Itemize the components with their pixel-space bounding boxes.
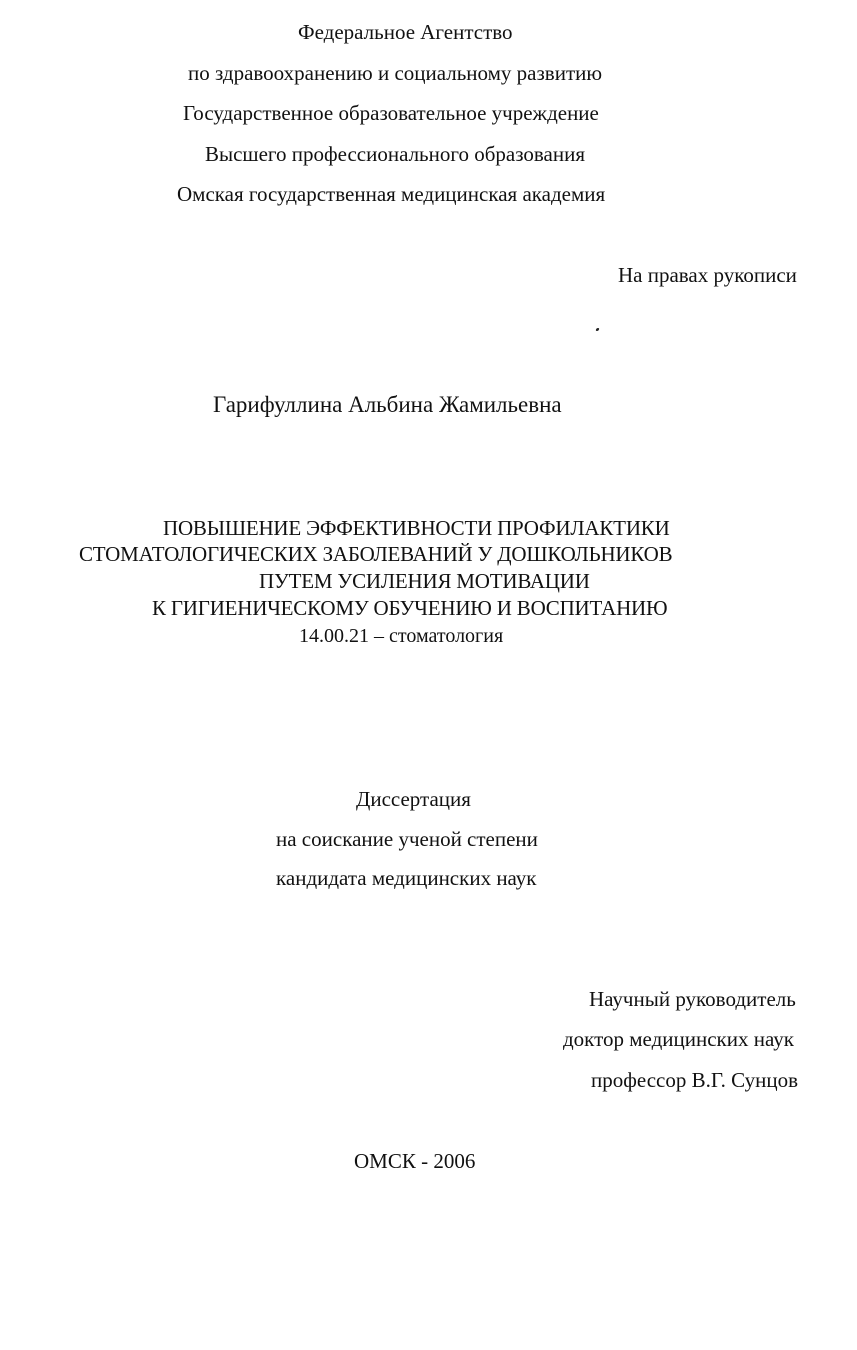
- degree-line-dissertation: Диссертация: [356, 787, 471, 811]
- header-line-institution-type: Государственное образовательное учреждение: [183, 101, 599, 125]
- degree-line-candidate: кандидата медицинских наук: [276, 866, 537, 890]
- header-line-agency: Федеральное Агентство: [298, 20, 513, 44]
- supervisor-line-role: Научный руководитель: [589, 987, 796, 1011]
- title-line-3: ПУТЕМ УСИЛЕНИЯ МОТИВАЦИИ: [259, 569, 590, 593]
- header-line-academy: Омская государственная медицинская академия: [177, 182, 606, 206]
- supervisor-line-name: профессор В.Г. Сунцов: [591, 1068, 798, 1092]
- rights-note: На правах рукописи: [618, 263, 797, 287]
- ink-speck: [595, 328, 599, 331]
- city-year: ОМСК - 2006: [354, 1149, 476, 1173]
- supervisor-line-degree: доктор медицинских наук: [563, 1027, 794, 1051]
- degree-line-application: на соискание ученой степени: [276, 827, 538, 851]
- title-line-2: СТОМАТОЛОГИЧЕСКИХ ЗАБОЛЕВАНИЙ У ДОШКОЛЬНИКОВ: [79, 542, 673, 566]
- title-line-4: К ГИГИЕНИЧЕСКОМУ ОБУЧЕНИЮ И ВОСПИТАНИЮ: [152, 596, 668, 620]
- specialty-code: 14.00.21 – стоматология: [299, 625, 504, 647]
- title-line-1: ПОВЫШЕНИЕ ЭФФЕКТИВНОСТИ ПРОФИЛАКТИКИ: [163, 516, 670, 540]
- header-line-education-level: Высшего профессионального образования: [205, 142, 585, 166]
- author-name: Гарифуллина Альбина Жамильевна: [213, 392, 562, 417]
- header-line-ministry: по здравоохранению и социальному развитию: [188, 61, 603, 85]
